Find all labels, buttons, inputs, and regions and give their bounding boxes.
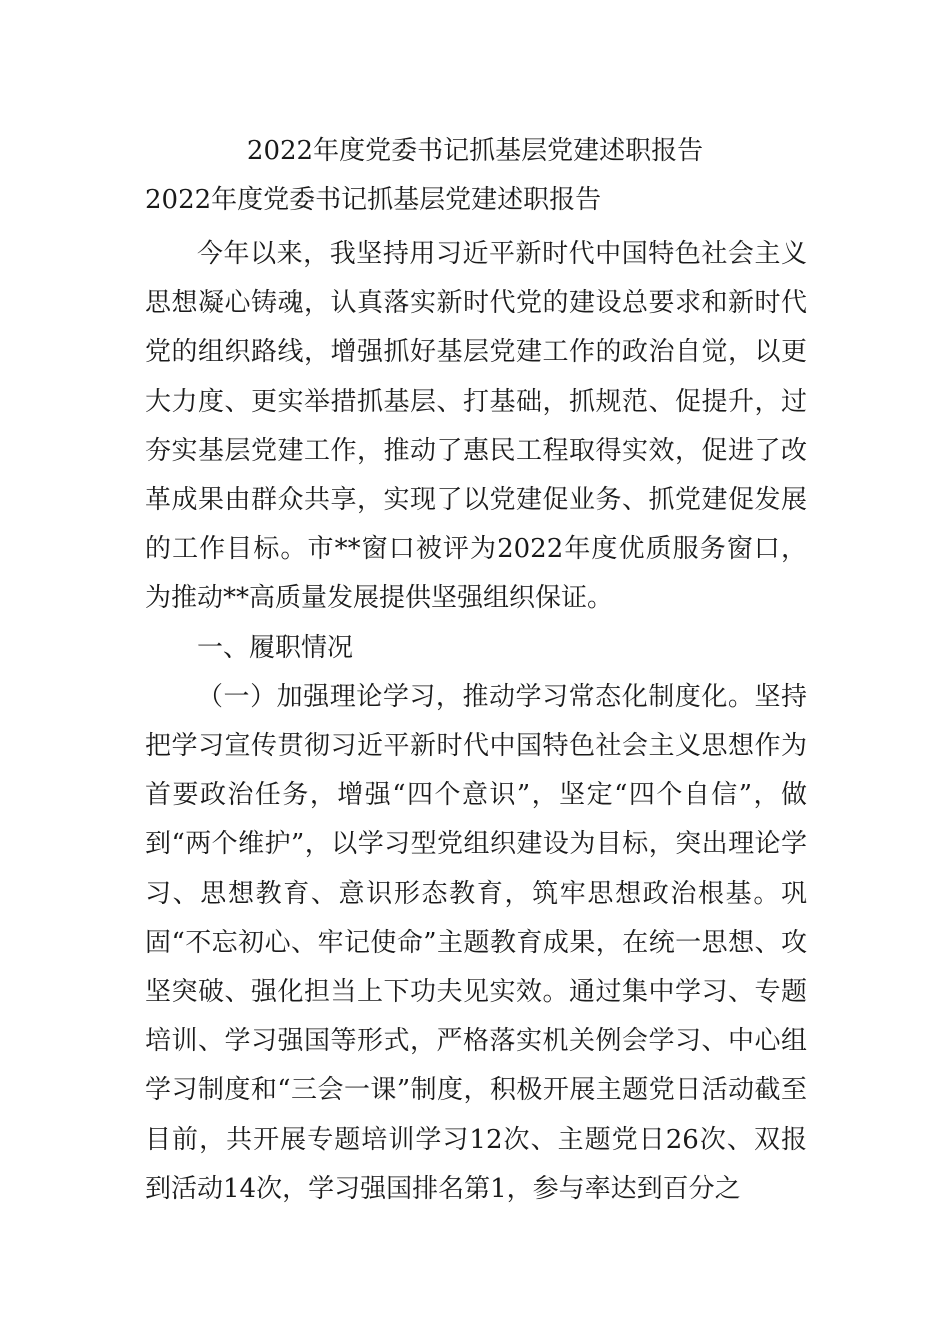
document-body [145,230,807,1214]
document-title: 2022年度党委书记抓基层党建述职报告 [246,136,704,166]
document-subtitle: 2022年度党委书记抓基层党建述职报告 [145,185,602,215]
section-heading: 一、履职情况 [197,632,354,663]
subsection-paragraph: （一）加强理论学习，推动学习常态化制度化。坚持把学习宣传贯彻习近平新时代中国特色社会主义思想作为首要政治任务，增强“四个意识”，坚定“四个自信”，做到“两个维护”，以学习型党组织建设为目标，突出理论学习、思想教育、意识形态教育，筑牢思想政治根基。巩固“不忘初心、牢记使命”主题教育成果，在统一思想、攻坚突破、强化担当上下功夫见实效。通过集中学习、专题培训、学习强国等形式，严格落实机关例会学习、中心组学习制度和“三会一课”制度，积极开展主题党日活动截至目前，共开展专题培训学习12次、主题党日26次、双报到活动14次，学习强国排名第1，参与率达到百分之 [145,681,807,1204]
intro-paragraph: 今年以来，我坚持用习近平新时代中国特色社会主义思想凝心铸魂，认真落实新时代党的建设总要求和新时代党的组织路线，增强抓好基层党建工作的政治自觉，以更大力度、更实举措抓基层、打基础，抓规范、促提升，过夯实基层党建工作，推动了惠民工程取得实效，促进了改革成果由群众共享，实现了以党建促业务、抓党建促发展的工作目标。市**窗口被评为2022年度优质服务窗口，为推动**高质量发展提供坚强组织保证。 [145,239,807,614]
